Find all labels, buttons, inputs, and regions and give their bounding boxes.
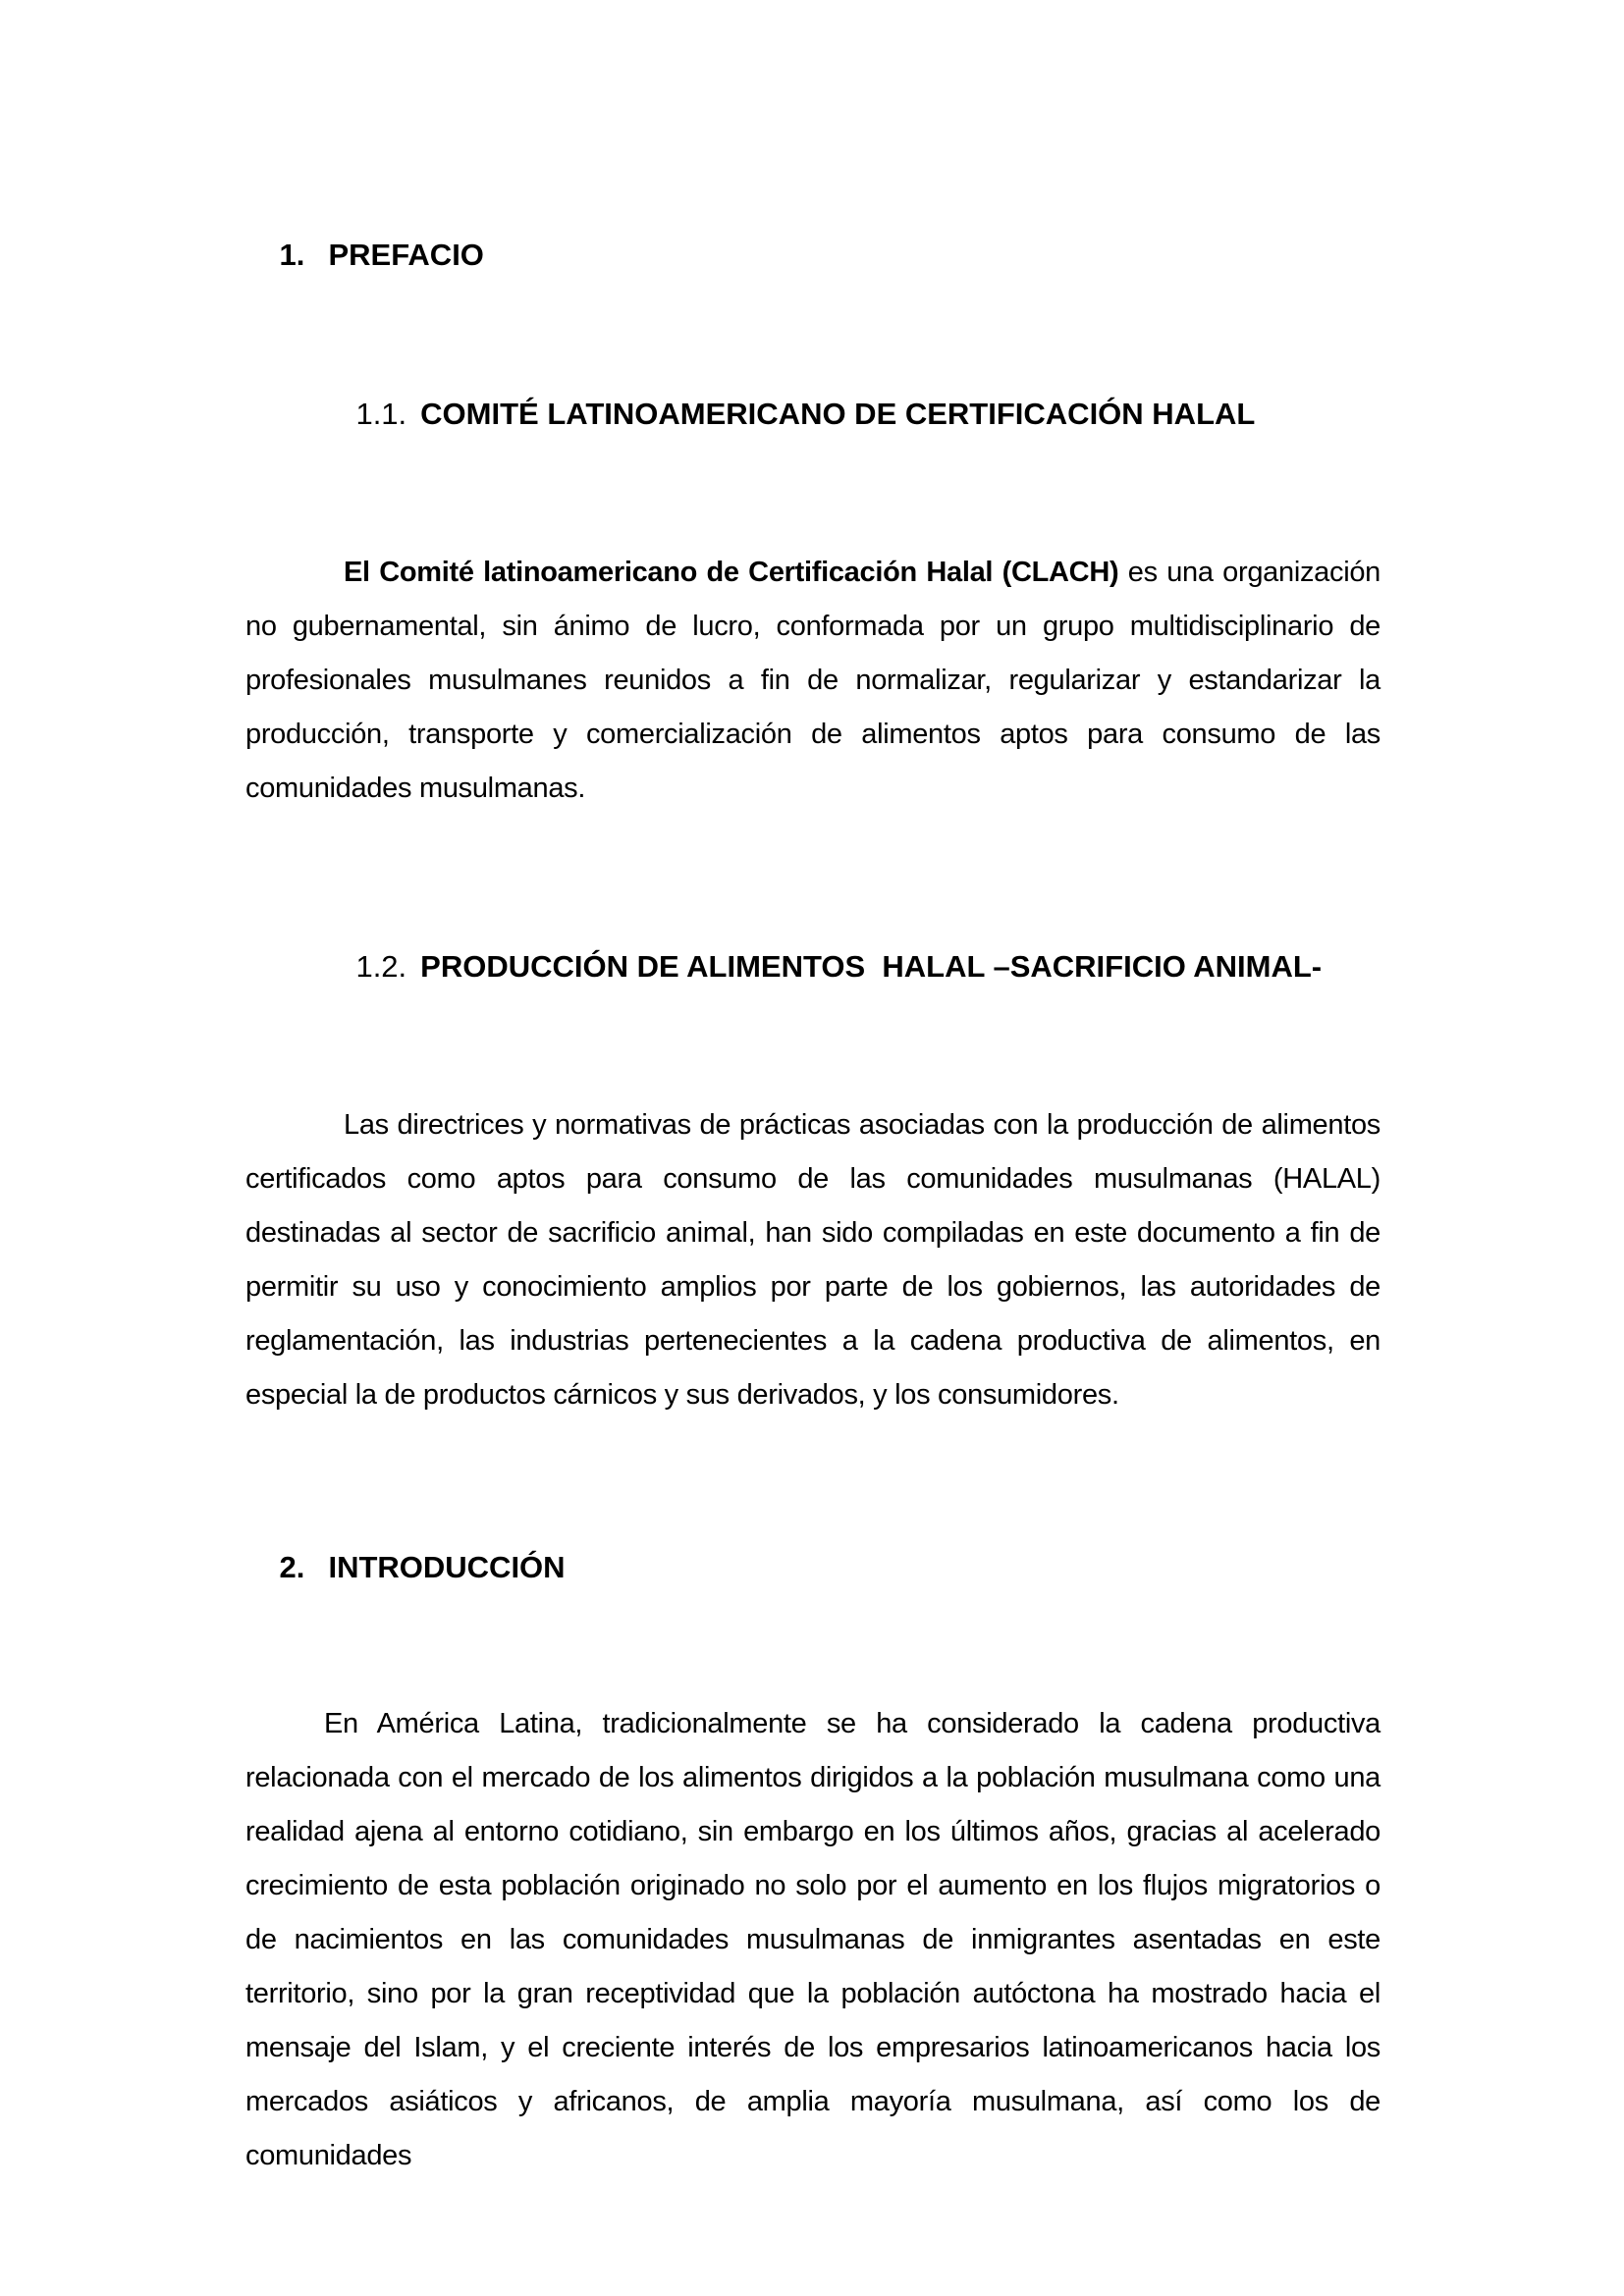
heading-comite-title: COMITÉ LATINOAMERICANO DE CERTIFICACIÓN HALAL: [420, 397, 1256, 431]
heading-prefacio: [245, 196, 484, 314]
paragraph-comite-bold-lead: El Comité latinoamericano de Certificación Halal (CLACH): [344, 557, 1119, 588]
heading-introduccion-number: 2.: [279, 1550, 305, 1584]
heading-produccion: [322, 908, 1322, 1026]
paragraph-introduccion: [245, 1697, 1380, 2183]
heading-introduccion-title: INTRODUCCIÓN: [328, 1550, 566, 1584]
heading-comite-number: 1.1.: [355, 397, 407, 431]
heading-comite: [322, 355, 1255, 473]
paragraph-comite: [245, 546, 1380, 816]
heading-produccion-title: PRODUCCIÓN DE ALIMENTOS HALAL –SACRIFICIO ANIMAL-: [420, 949, 1323, 984]
heading-introduccion: [245, 1509, 566, 1627]
heading-prefacio-title: PREFACIO: [328, 238, 484, 272]
paragraph-comite-text: es una organización no gubernamental, sin ánimo de lucro, conformada por un grupo multidisciplinario de profesionales musulmanes reunidos a fin de normalizar, regularizar y estandarizar la producción, transporte y comercialización de alimentos aptos para consumo de las comunidades musulmanas.: [245, 557, 1380, 804]
paragraph-produccion-text: Las directrices y normativas de prácticas asociadas con la producción de alimentos certificados como aptos para consumo de las comunidades musulmanas (HALAL) destinadas al sector de sacrificio animal, han sido compiladas en este documento a fin de permitir su uso y conocimiento amplios por parte de los gobiernos, las autoridades de reglamentación, las industrias pertenecientes a la cadena productiva de alimentos, en especial la de productos cárnicos y sus derivados, y los consumidores.: [245, 1109, 1380, 1411]
paragraph-introduccion-text: En América Latina, tradicionalmente se ha considerado la cadena productiva relacionada con el mercado de los alimentos dirigidos a la población musulmana como una realidad ajena al entorno cotidiano, sin embargo en los últimos años, gracias al acelerado crecimiento de esta población originado no solo por el aumento en los flujos migratorios o de nacimientos en las comunidades musulmanas de inmigrantes asentadas en este territorio, sino por la gran receptividad que la población autóctona ha mostrado hacia el mensaje del Islam, y el creciente interés de los empresarios latinoamericanos hacia los mercados asiáticos y africanos, de amplia mayoría musulmana, así como los de comunidades: [245, 1708, 1380, 2171]
heading-prefacio-number: 1.: [279, 238, 305, 272]
heading-produccion-number: 1.2.: [355, 949, 407, 984]
paragraph-produccion: [245, 1098, 1380, 1422]
